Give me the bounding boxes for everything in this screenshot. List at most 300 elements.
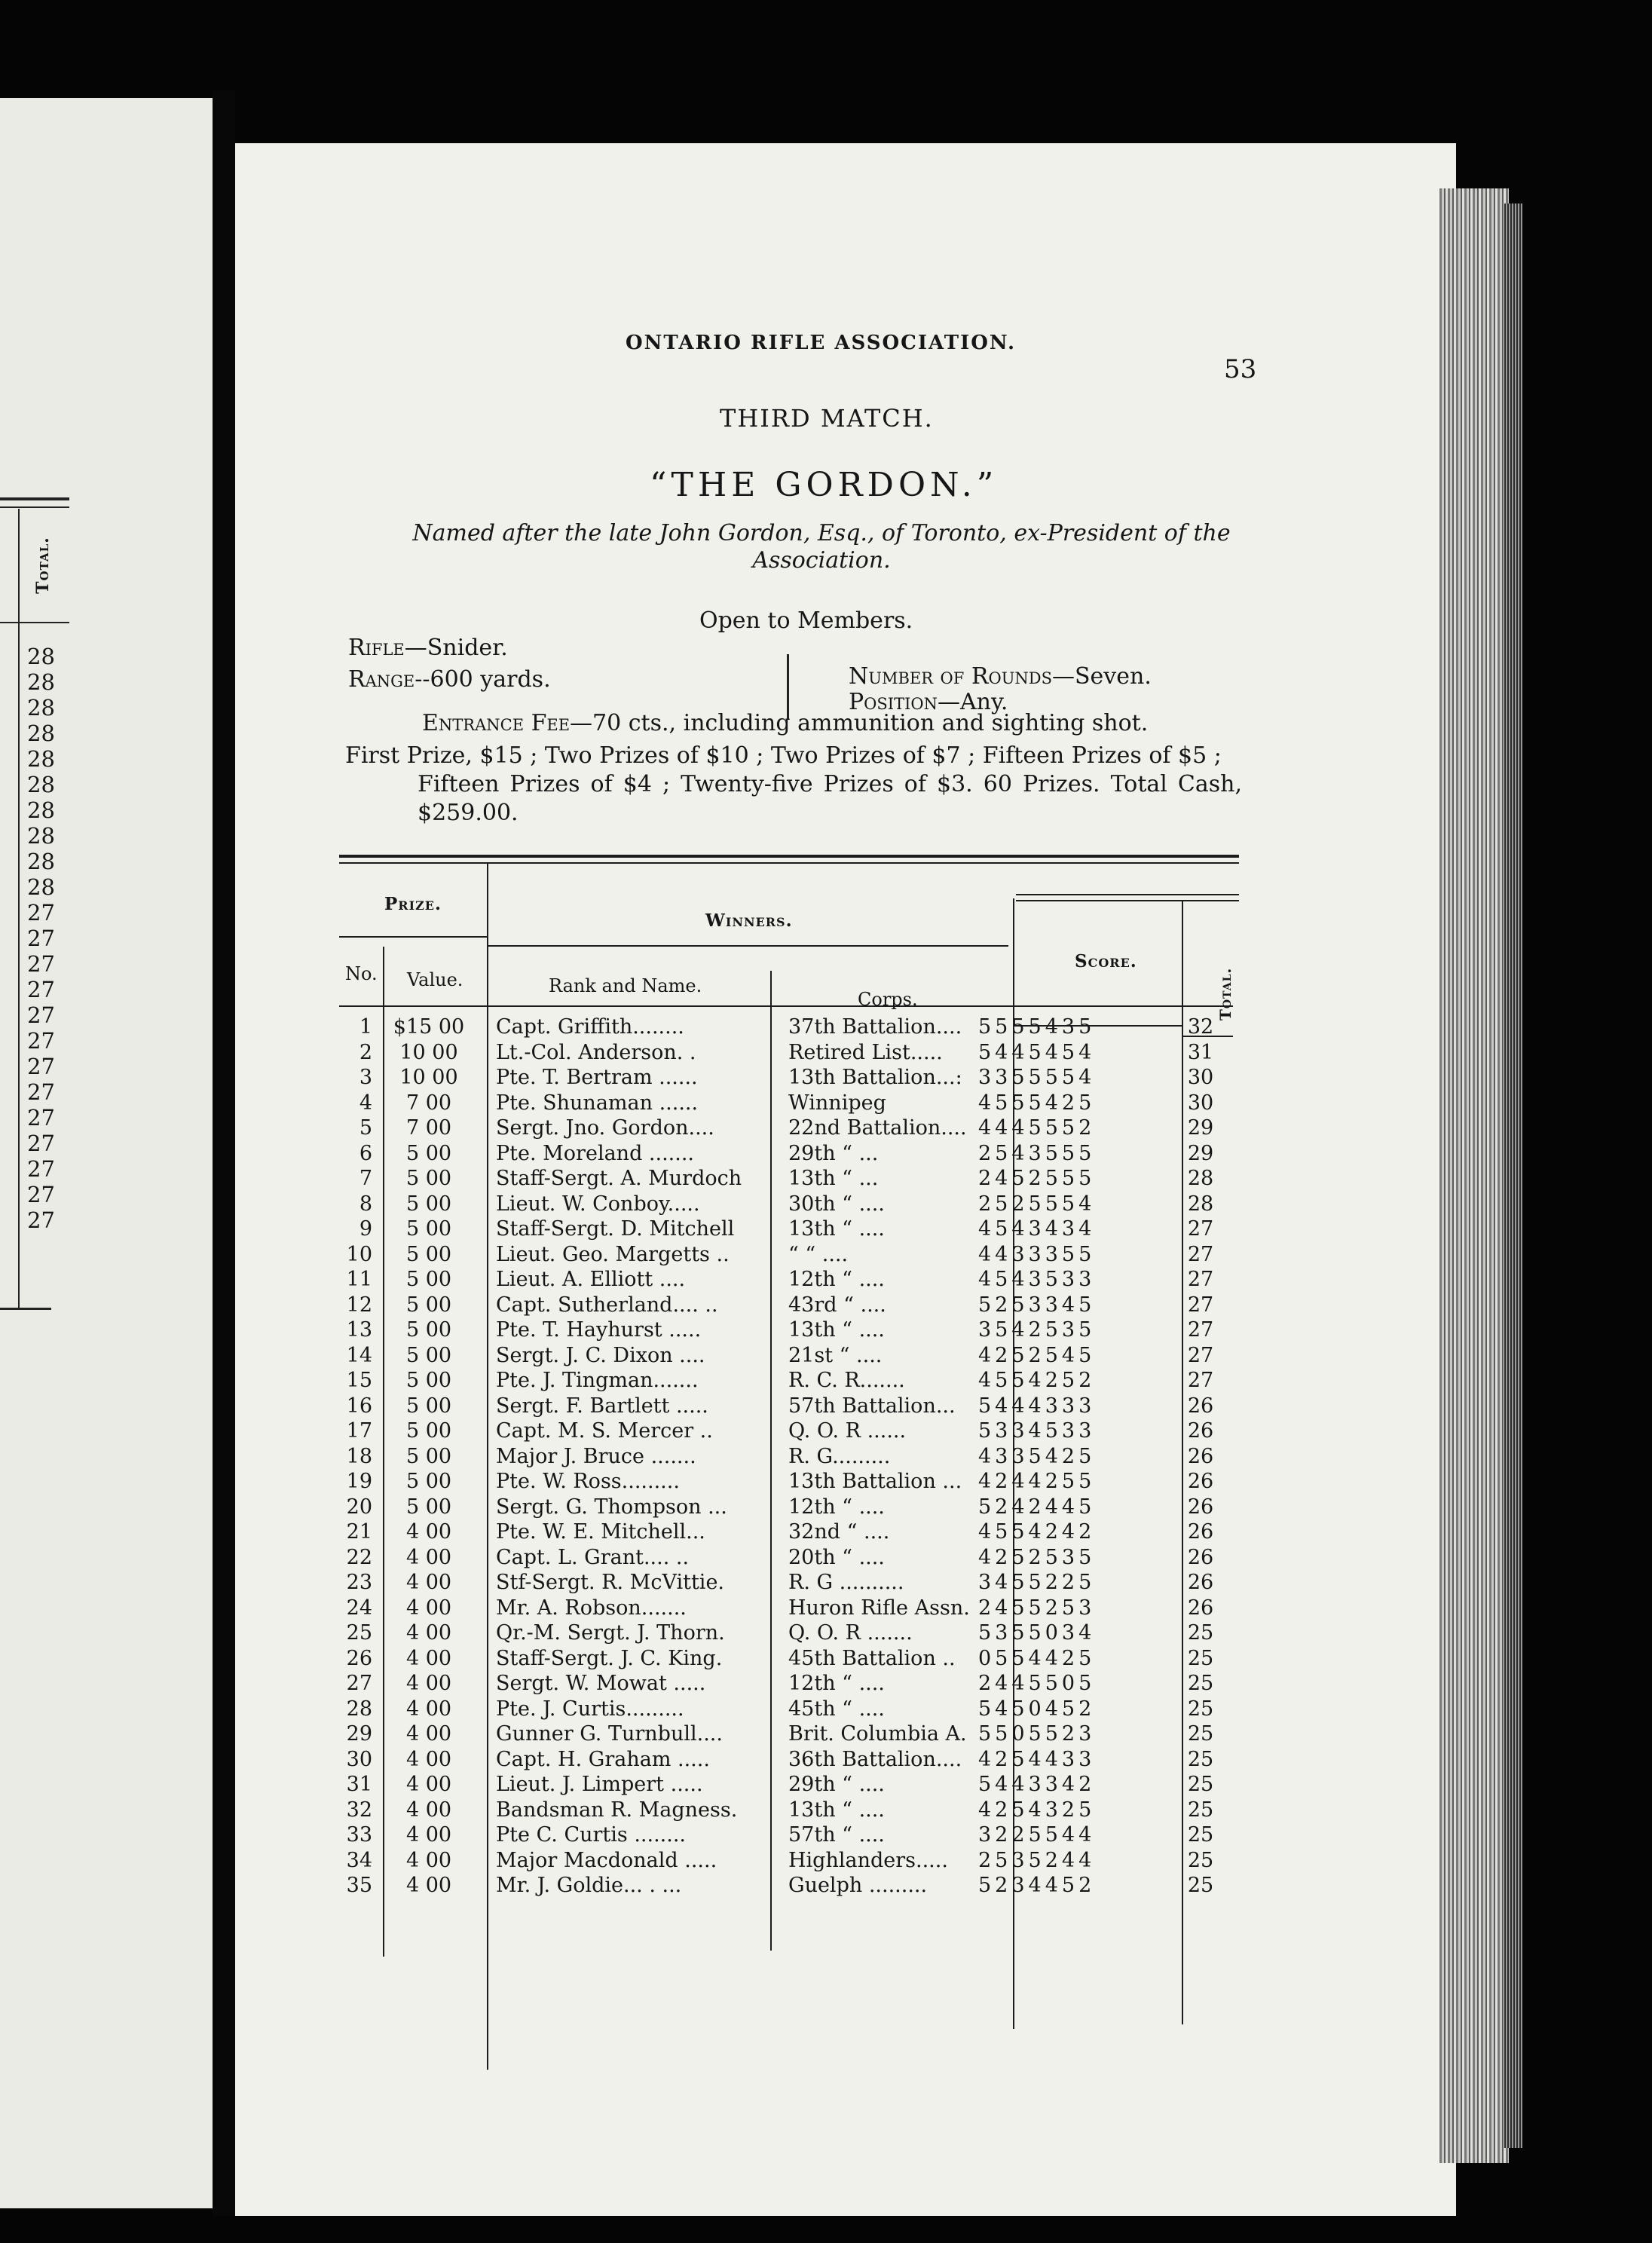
rank-name-cell: Pte. W. E. Mitchell... <box>496 1520 705 1544</box>
corps-cell: 13th “ .... <box>788 1798 885 1822</box>
score-cell: 5444333 <box>978 1394 1096 1418</box>
prize-no-cell: 8 <box>359 1192 372 1216</box>
score-cell: 4554242 <box>978 1520 1096 1544</box>
total-cell: 26 <box>1187 1545 1214 1569</box>
left-table-rule <box>0 497 69 500</box>
left-total-value: 27 <box>27 926 55 951</box>
left-total-value: 27 <box>27 977 55 1002</box>
table-row <box>329 1317 1241 1343</box>
prize-value-cell: 5 00 <box>405 1444 452 1468</box>
rank-name-cell: Sergt. W. Mowat ..... <box>496 1672 706 1695</box>
prize-no-cell: 10 <box>346 1242 372 1266</box>
prizes-line-1: First Prize, $15 ; Two Prizes of $10 ; Two Prizes of $7 ; Fifteen Prizes of $5 ; <box>345 742 1222 769</box>
score-cell: 5242445 <box>978 1495 1096 1519</box>
prize-value-cell: 5 00 <box>405 1470 452 1493</box>
total-cell: 26 <box>1187 1394 1214 1418</box>
left-total-value: 27 <box>27 1054 55 1079</box>
corps-cell: 37th Battalion.... <box>788 1015 962 1039</box>
prize-no-cell: 2 <box>359 1040 372 1064</box>
table-row <box>329 1141 1241 1167</box>
score-cell: 5443342 <box>978 1773 1096 1796</box>
prize-value-cell: 5 00 <box>405 1495 452 1519</box>
table-row <box>329 1091 1241 1116</box>
score-cell: 5234452 <box>978 1874 1096 1897</box>
corps-cell: 32nd “ .... <box>788 1520 890 1544</box>
corps-cell: Highlanders..... <box>788 1848 948 1872</box>
total-cell: 27 <box>1187 1242 1214 1266</box>
corps-cell: 29th “ ... <box>788 1141 879 1165</box>
corps-cell: 13th “ ... <box>788 1167 879 1190</box>
score-cell: 4335425 <box>978 1444 1096 1468</box>
prize-value-cell: 4 00 <box>405 1823 452 1847</box>
prize-list <box>345 742 1242 828</box>
corps-cell: 12th “ .... <box>788 1672 885 1695</box>
left-total-value: 28 <box>27 849 55 874</box>
prize-header: Prize. <box>384 894 442 914</box>
table-row <box>329 1798 1241 1823</box>
prize-no-cell: 26 <box>346 1646 372 1670</box>
table-row <box>329 1671 1241 1697</box>
total-cell: 25 <box>1187 1697 1214 1721</box>
total-cell: 31 <box>1187 1040 1214 1064</box>
prize-value-cell: 5 00 <box>405 1369 452 1392</box>
table-row <box>329 1620 1241 1646</box>
total-cell: 30 <box>1187 1066 1214 1089</box>
table-row <box>329 1267 1241 1293</box>
total-cell: 25 <box>1187 1722 1214 1746</box>
corps-cell: Q. O. R ....... <box>788 1621 913 1645</box>
rank-name-cell: Pte. Moreland ....... <box>496 1141 695 1165</box>
table-row <box>329 1242 1241 1268</box>
rank-name-cell: Sergt. G. Thompson ... <box>496 1495 727 1519</box>
table-row <box>329 1545 1241 1571</box>
total-cell: 27 <box>1187 1217 1214 1241</box>
total-cell: 26 <box>1187 1495 1214 1519</box>
prize-no-cell: 1 <box>359 1015 372 1039</box>
rounds-value: —Seven. <box>1051 663 1152 690</box>
prize-value-cell: 5 00 <box>405 1141 452 1165</box>
table-row <box>329 1065 1241 1091</box>
corps-cell: 13th “ .... <box>788 1318 885 1342</box>
corps-cell: 12th “ .... <box>788 1495 885 1519</box>
corps-cell: 12th “ .... <box>788 1268 885 1291</box>
prize-header-rule <box>339 936 487 938</box>
rank-name-cell: Staff-Sergt. J. C. King. <box>496 1646 723 1670</box>
left-total-value: 27 <box>27 1182 55 1207</box>
score-cell: 5334533 <box>978 1419 1096 1443</box>
left-total-value: 28 <box>27 746 55 772</box>
rank-name-cell: Capt. M. S. Mercer .. <box>496 1419 713 1443</box>
corps-cell: 30th “ .... <box>788 1192 885 1216</box>
score-cell: 4254325 <box>978 1798 1096 1822</box>
prize-no-cell: 20 <box>346 1495 372 1519</box>
left-table-rule <box>0 506 69 508</box>
rifle-value: —Snider. <box>404 635 508 661</box>
score-cell: 4252535 <box>978 1545 1096 1569</box>
rank-name-cell: Mr. J. Goldie... . ... <box>496 1874 682 1897</box>
table-row <box>329 1343 1241 1369</box>
prize-value-cell: 5 00 <box>405 1419 452 1443</box>
table-row <box>329 1721 1241 1747</box>
rank-name-cell: Lieut. Geo. Margetts .. <box>496 1242 730 1266</box>
prize-no-cell: 11 <box>346 1268 372 1291</box>
table-row <box>329 1394 1241 1419</box>
left-total-value: 28 <box>27 823 55 849</box>
rounds-condition <box>849 663 1152 690</box>
corps-cell: 13th Battalion...: <box>788 1066 962 1089</box>
corps-cell: 13th Battalion ... <box>788 1470 962 1493</box>
rank-name-cell: Lieut. A. Elliott .... <box>496 1268 686 1291</box>
corps-cell: 21st “ .... <box>788 1343 883 1367</box>
book-gutter <box>213 90 235 2216</box>
prize-value-cell: 7 00 <box>405 1091 452 1115</box>
table-row <box>329 1293 1241 1318</box>
table-row <box>329 1646 1241 1672</box>
rank-name-cell: Lt.-Col. Anderson. . <box>496 1040 696 1064</box>
score-cell: 4554252 <box>978 1369 1096 1392</box>
score-cell: 4555425 <box>978 1091 1096 1115</box>
rank-name-cell: Mr. A. Robson....... <box>496 1596 687 1620</box>
left-total-value: 28 <box>27 695 55 721</box>
prize-value-cell: 5 00 <box>405 1293 452 1317</box>
prize-no-cell: 34 <box>346 1848 372 1872</box>
rank-name-cell: Capt. L. Grant.... .. <box>496 1545 690 1569</box>
total-cell: 25 <box>1187 1773 1214 1796</box>
rank-name-cell: Capt. Griffith........ <box>496 1015 684 1039</box>
prize-no-cell: 32 <box>346 1798 372 1822</box>
total-cell: 26 <box>1187 1444 1214 1468</box>
score-cell: 3225544 <box>978 1823 1096 1847</box>
match-name: “THE GORDON.” <box>650 466 999 504</box>
prizes-line-2: Fifteen Prizes of $4 ; Twenty-five Prizes of $3. 60 Prizes. Total Cash, $259.00. <box>418 771 1242 826</box>
prize-value-cell: 5 00 <box>405 1394 452 1418</box>
table-row <box>329 1495 1241 1520</box>
prize-value-cell: 4 00 <box>405 1520 452 1544</box>
rank-name-cell: Qr.-M. Sergt. J. Thorn. <box>496 1621 725 1645</box>
score-cell: 5355034 <box>978 1621 1096 1645</box>
total-cell: 29 <box>1187 1116 1214 1140</box>
prize-no-cell: 13 <box>346 1318 372 1342</box>
score-cell: 2452555 <box>978 1167 1096 1190</box>
table-row <box>329 1040 1241 1066</box>
corps-cell: 57th “ .... <box>788 1823 885 1847</box>
left-total-value: 27 <box>27 1156 55 1182</box>
prize-no-cell: 21 <box>346 1520 372 1544</box>
total-cell: 30 <box>1187 1091 1214 1115</box>
corps-cell: 45th Battalion .. <box>788 1646 956 1670</box>
position-label: Position <box>849 689 938 715</box>
score-cell: 3455225 <box>978 1571 1096 1594</box>
corps-cell: 29th “ .... <box>788 1773 885 1796</box>
total-cell: 25 <box>1187 1747 1214 1771</box>
prize-no-cell: 30 <box>346 1747 372 1771</box>
rank-name-header: Rank and Name. <box>549 975 702 996</box>
score-cell: 3355554 <box>978 1066 1096 1089</box>
table-row <box>329 1747 1241 1773</box>
rank-name-cell: Stf-Sergt. R. McVittie. <box>496 1571 724 1594</box>
score-cell: 4433355 <box>978 1242 1096 1266</box>
score-cell: 4445552 <box>978 1116 1096 1140</box>
eligibility: Open to Members. <box>699 607 913 634</box>
prize-no-cell: 12 <box>346 1293 372 1317</box>
left-total-value: 27 <box>27 1079 55 1105</box>
rank-name-cell: Pte. J. Tingman....... <box>496 1369 699 1392</box>
left-total-value: 28 <box>27 874 55 900</box>
corps-cell: 45th “ .... <box>788 1697 885 1721</box>
table-row <box>329 1469 1241 1495</box>
rank-name-cell: Sergt. J. C. Dixon .... <box>496 1343 705 1367</box>
total-cell: 27 <box>1187 1268 1214 1291</box>
prize-value-cell: 5 00 <box>405 1217 452 1241</box>
total-cell: 27 <box>1187 1293 1214 1317</box>
prize-no-cell: 33 <box>346 1823 372 1847</box>
corps-cell: Huron Rifle Assn. <box>788 1596 970 1620</box>
total-cell: 28 <box>1187 1192 1214 1216</box>
corps-cell: “ “ .... <box>788 1242 849 1266</box>
prize-value-cell: 4 00 <box>405 1722 452 1746</box>
prize-no-cell: 19 <box>346 1470 372 1493</box>
total-cell: 26 <box>1187 1571 1214 1594</box>
prize-value-cell: 4 00 <box>405 1773 452 1796</box>
left-total-value: 27 <box>27 1105 55 1131</box>
score-cell: 4254433 <box>978 1747 1096 1771</box>
table-row <box>329 1014 1241 1040</box>
rank-name-cell: Pte. Shunaman ...... <box>496 1091 699 1115</box>
total-cell: 25 <box>1187 1823 1214 1847</box>
prize-value-cell: 4 00 <box>405 1596 452 1620</box>
corps-cell: R. G......... <box>788 1444 891 1468</box>
table-row <box>329 1772 1241 1798</box>
winners-table-body <box>329 1014 1241 1899</box>
table-row <box>329 1115 1241 1141</box>
prize-no-cell: 7 <box>359 1167 372 1190</box>
score-cell: 5253345 <box>978 1293 1096 1317</box>
prize-no-cell: 22 <box>346 1545 372 1569</box>
table-row <box>329 1596 1241 1621</box>
table-row <box>329 1519 1241 1545</box>
prize-no-cell: 28 <box>346 1697 372 1721</box>
fee-label: Entrance Fee <box>422 710 571 736</box>
rank-name-cell: Pte. W. Ross......... <box>496 1470 680 1493</box>
prize-no-cell: 23 <box>346 1571 372 1594</box>
rank-name-cell: Sergt. Jno. Gordon.... <box>496 1116 714 1140</box>
total-cell: 25 <box>1187 1621 1214 1645</box>
total-cell: 25 <box>1187 1848 1214 1872</box>
score-header-rule <box>1016 900 1239 901</box>
total-cell: 27 <box>1187 1369 1214 1392</box>
rank-name-cell: Major Macdonald ..... <box>496 1848 717 1872</box>
rifle-label: Rifle <box>348 635 405 661</box>
score-header-rule <box>1016 894 1239 895</box>
match-title: THIRD MATCH. <box>720 404 934 433</box>
corps-cell: Retired List..... <box>788 1040 943 1064</box>
prize-value-cell: 4 00 <box>405 1646 452 1670</box>
total-cell: 26 <box>1187 1520 1214 1544</box>
total-header: Total. <box>1216 967 1234 1021</box>
range-label: Range <box>348 666 415 693</box>
prize-value-cell: 10 00 <box>399 1066 458 1089</box>
corps-header: Corps. <box>858 989 918 1010</box>
prize-value-cell: 5 00 <box>405 1167 452 1190</box>
total-cell: 32 <box>1187 1015 1214 1039</box>
score-cell: 5445454 <box>978 1040 1096 1064</box>
score-cell: 0554425 <box>978 1646 1096 1670</box>
prize-no-cell: 3 <box>359 1066 372 1089</box>
rank-name-cell: Bandsman R. Magness. <box>496 1798 738 1822</box>
prize-value-cell: 4 00 <box>405 1848 452 1872</box>
score-cell: 2543555 <box>978 1141 1096 1165</box>
match-subtitle: Named after the late John Gordon, Esq., of Toronto, ex-President of the Association. <box>412 520 1231 574</box>
left-total-value: 27 <box>27 900 55 926</box>
prize-no-cell: 17 <box>346 1419 372 1443</box>
corps-cell: Brit. Columbia A. <box>788 1722 967 1746</box>
score-cell: 4543434 <box>978 1217 1096 1241</box>
left-total-header: Total. <box>33 537 53 594</box>
rank-name-cell: Pte. T. Hayhurst ..... <box>496 1318 702 1342</box>
page-edges <box>1439 188 1509 2163</box>
corps-cell: 43rd “ .... <box>788 1293 886 1317</box>
score-cell: 5450452 <box>978 1697 1096 1721</box>
prize-value-cell: 4 00 <box>405 1747 452 1771</box>
rank-name-cell: Capt. Sutherland.... .. <box>496 1293 718 1317</box>
prize-no-cell: 18 <box>346 1444 372 1468</box>
fee-value: —70 cts., including ammunition and sighting shot. <box>570 710 1149 736</box>
prize-value-cell: 4 00 <box>405 1874 452 1897</box>
no-header: No. <box>345 963 378 984</box>
score-cell: 2445505 <box>978 1672 1096 1695</box>
table-row <box>329 1570 1241 1596</box>
header-bottom-rule <box>339 1005 1233 1007</box>
prize-value-cell: 5 00 <box>405 1268 452 1291</box>
winners-header: Winners. <box>705 910 793 931</box>
table-top-rule <box>339 855 1239 858</box>
prize-value-cell: 5 00 <box>405 1192 452 1216</box>
rank-name-cell: Gunner G. Turnbull.... <box>496 1722 723 1746</box>
corps-cell: Q. O. R ...... <box>788 1419 907 1443</box>
prize-value-cell: 4 00 <box>405 1621 452 1645</box>
table-top-rule <box>339 862 1239 864</box>
prize-value-cell: 5 00 <box>405 1242 452 1266</box>
corps-cell: Winnipeg <box>788 1091 886 1115</box>
table-row <box>329 1418 1241 1444</box>
left-total-value: 27 <box>27 1028 55 1054</box>
total-cell: 26 <box>1187 1419 1214 1443</box>
table-row <box>329 1822 1241 1848</box>
table-row <box>329 1216 1241 1242</box>
running-head: ONTARIO RIFLE ASSOCIATION. <box>626 332 1017 354</box>
position-value: —Any. <box>937 689 1008 715</box>
left-total-value: 27 <box>27 951 55 977</box>
score-header: Score. <box>1075 951 1137 972</box>
prize-value-cell: $15 00 <box>393 1015 465 1039</box>
score-cell: 4252545 <box>978 1343 1096 1367</box>
rank-name-cell: Major J. Bruce ....... <box>496 1444 696 1468</box>
corps-cell: 13th “ .... <box>788 1217 885 1241</box>
left-total-value: 28 <box>27 644 55 669</box>
prize-no-cell: 31 <box>346 1773 372 1796</box>
prize-no-cell: 16 <box>346 1394 372 1418</box>
prize-value-cell: 4 00 <box>405 1545 452 1569</box>
corps-cell: 22nd Battalion.... <box>788 1116 967 1140</box>
total-cell: 25 <box>1187 1672 1214 1695</box>
total-cell: 27 <box>1187 1343 1214 1367</box>
value-header: Value. <box>407 969 463 990</box>
left-totals-column <box>27 644 65 1233</box>
rank-name-cell: Pte. T. Bertram ...... <box>496 1066 698 1089</box>
left-total-value: 27 <box>27 1207 55 1233</box>
prize-value-cell: 5 00 <box>405 1318 452 1342</box>
total-cell: 25 <box>1187 1874 1214 1897</box>
table-row <box>329 1873 1241 1899</box>
prize-no-cell: 15 <box>346 1369 372 1392</box>
score-cell: 5555435 <box>978 1015 1096 1039</box>
entrance-fee <box>422 710 1148 736</box>
table-row <box>329 1697 1241 1722</box>
left-total-value: 28 <box>27 772 55 797</box>
score-cell: 3542535 <box>978 1318 1096 1342</box>
table-row <box>329 1368 1241 1394</box>
corps-cell: 20th “ .... <box>788 1545 885 1569</box>
total-cell: 26 <box>1187 1470 1214 1493</box>
prize-value-cell: 4 00 <box>405 1571 452 1594</box>
table-row <box>329 1166 1241 1192</box>
rank-name-cell: Sergt. F. Bartlett ..... <box>496 1394 708 1418</box>
corps-cell: Guelph ......... <box>788 1874 928 1897</box>
page-edges-dark <box>1504 203 1522 2148</box>
left-total-value: 28 <box>27 721 55 746</box>
score-cell: 2535244 <box>978 1848 1096 1872</box>
prize-value-cell: 4 00 <box>405 1672 452 1695</box>
rank-name-cell: Staff-Sergt. A. Murdoch <box>496 1167 742 1190</box>
corps-cell: R. G .......... <box>788 1571 904 1594</box>
total-cell: 27 <box>1187 1318 1214 1342</box>
prize-value-cell: 7 00 <box>405 1116 452 1140</box>
left-page <box>0 98 213 2208</box>
prize-no-cell: 27 <box>346 1672 372 1695</box>
left-total-value: 28 <box>27 669 55 695</box>
table-row <box>329 1848 1241 1874</box>
prize-no-cell: 14 <box>346 1343 372 1367</box>
total-cell: 25 <box>1187 1646 1214 1670</box>
prize-value-cell: 10 00 <box>399 1040 458 1064</box>
corps-cell: R. C. R....... <box>788 1369 905 1392</box>
left-table-rule <box>0 622 69 623</box>
rank-name-cell: Lieut. J. Limpert ..... <box>496 1773 703 1796</box>
prize-no-cell: 9 <box>359 1217 372 1241</box>
range-value: --600 yards. <box>415 666 551 693</box>
prize-no-cell: 29 <box>346 1722 372 1746</box>
rank-name-cell: Lieut. W. Conboy..... <box>496 1192 700 1216</box>
table-row <box>329 1444 1241 1470</box>
page-number: 53 <box>1224 354 1257 384</box>
total-cell: 29 <box>1187 1141 1214 1165</box>
left-total-value: 27 <box>27 1002 55 1028</box>
prize-no-cell: 24 <box>346 1596 372 1620</box>
table-row <box>329 1192 1241 1217</box>
corps-cell: 36th Battalion.... <box>788 1747 962 1771</box>
prize-no-cell: 6 <box>359 1141 372 1165</box>
rank-name-cell: Capt. H. Graham ..... <box>496 1747 710 1771</box>
score-cell: 5505523 <box>978 1722 1096 1746</box>
left-total-value: 28 <box>27 797 55 823</box>
rank-name-cell: Pte C. Curtis ........ <box>496 1823 686 1847</box>
range-condition <box>348 666 551 693</box>
prize-no-cell: 35 <box>346 1874 372 1897</box>
left-table-rule <box>0 1308 51 1310</box>
left-total-value: 27 <box>27 1131 55 1156</box>
score-cell: 4244255 <box>978 1470 1096 1493</box>
rifle-condition <box>348 635 508 661</box>
